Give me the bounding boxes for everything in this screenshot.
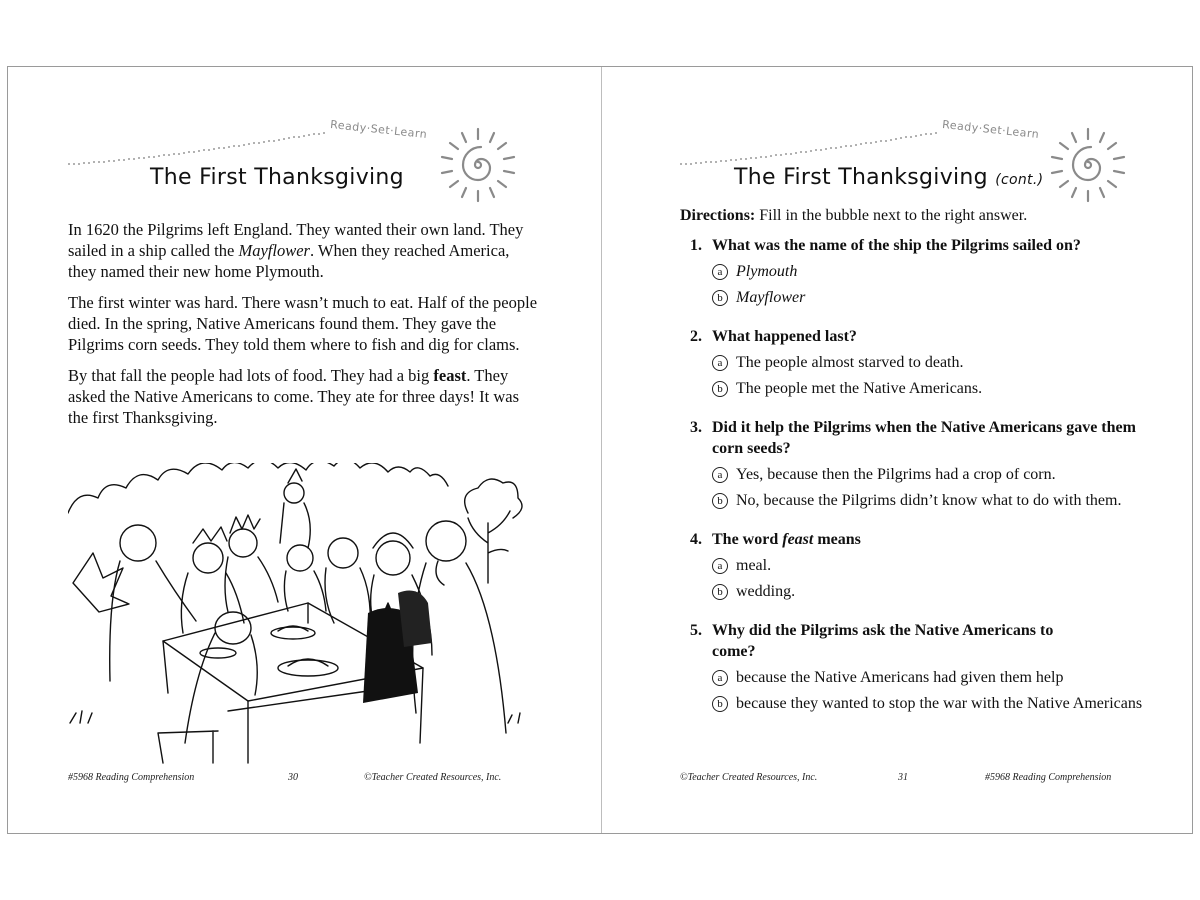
dot (850, 145, 852, 147)
dot (118, 159, 120, 161)
answer-choice[interactable]: b wedding. (712, 582, 1160, 602)
dot (705, 161, 707, 163)
dot (730, 159, 732, 161)
dot (795, 152, 797, 154)
dot (138, 157, 140, 159)
directions-label: Directions: (680, 207, 756, 224)
dot (213, 148, 215, 150)
dot (148, 156, 150, 158)
dot (885, 140, 887, 142)
dot (253, 142, 255, 144)
dot (870, 142, 872, 144)
dot (288, 137, 290, 139)
dot (258, 142, 260, 144)
dot (268, 140, 270, 142)
dot (865, 142, 867, 144)
dot (800, 151, 802, 153)
dot (223, 147, 225, 149)
answer-bubble[interactable]: b (712, 290, 728, 306)
thanksgiving-feast-illustration (68, 463, 528, 767)
answer-choice[interactable]: a meal. (712, 556, 1160, 576)
dot (228, 146, 230, 148)
dot (835, 147, 837, 149)
answer-choice[interactable]: b Mayflower (712, 288, 1160, 308)
question-text: Did it help the Pilgrims when the Native Americans gave them corn seeds? (712, 419, 1136, 457)
story-paragraph-3: By that fall the people had lots of food. They had a big feast. They asked the Native Americans to come. They ate for three days! It was the first Thanksgiving. (68, 366, 519, 427)
footer-page-number: 30 (288, 772, 298, 783)
footer-book-title: #5968 Reading Comprehension (985, 772, 1112, 783)
dot (845, 145, 847, 147)
dot (760, 156, 762, 158)
dot (248, 143, 250, 145)
dot (710, 161, 712, 163)
dot (750, 157, 752, 159)
dot (695, 162, 697, 164)
dot (715, 161, 717, 163)
dot (895, 138, 897, 140)
dot (725, 160, 727, 162)
answer-bubble[interactable]: a (712, 670, 728, 686)
sun-swirl-icon (438, 125, 518, 205)
dot (755, 157, 757, 159)
dot (805, 151, 807, 153)
dot (263, 141, 265, 143)
dot (233, 145, 235, 147)
answer-choice[interactable]: b No, because the Pilgrims didn’t know what to do with them. (712, 491, 1160, 511)
dot (875, 141, 877, 143)
ready-set-learn-tag: Ready·Set·Learn (329, 117, 428, 142)
dot (915, 135, 917, 137)
dot (103, 161, 105, 163)
dot (158, 155, 160, 157)
dot (83, 162, 85, 164)
book-spread (7, 66, 1193, 834)
page-title: The First Thanksgiving (cont.) (734, 165, 1044, 190)
answer-bubble[interactable]: a (712, 467, 728, 483)
dot (173, 153, 175, 155)
question-1: 1. What was the name of the ship the Pilgrims sailed on? a Plymouth b Mayflower (690, 235, 1160, 308)
dot (740, 158, 742, 160)
dot (745, 158, 747, 160)
answer-choice[interactable]: a The people almost starved to death. (712, 353, 1160, 373)
dot (775, 154, 777, 156)
story-paragraph-2: The first winter was hard. There wasn’t much to eat. Half of the people died. In the spring, Native Americans found them. They gave the Pilgrims corn seeds. They told them where to fish and dig for clams. (68, 293, 538, 354)
dot (108, 160, 110, 162)
dot (318, 133, 320, 135)
dot (810, 150, 812, 152)
answer-bubble[interactable]: a (712, 264, 728, 280)
dot (123, 159, 125, 161)
answer-choice[interactable]: b because they wanted to stop the war with the Native Americans (712, 694, 1160, 714)
dot (815, 149, 817, 151)
dot (313, 133, 315, 135)
dot (925, 133, 927, 135)
dot (855, 144, 857, 146)
directions (680, 207, 1027, 225)
dot (765, 156, 767, 158)
question-list (690, 235, 1160, 732)
dot (700, 162, 702, 164)
story-paragraph-1: In 1620 the Pilgrims left England. They wanted their own land. They sailed in a ship called the Mayflower. When they reached America, they named their new home Plymouth. (68, 220, 524, 281)
dot (113, 160, 115, 162)
question-4: 4. The word feast means a meal. b wedding. (690, 529, 1160, 602)
dot (198, 150, 200, 152)
dot (68, 163, 70, 165)
footer-publisher: ©Teacher Created Resources, Inc. (364, 772, 502, 783)
question-text: Why did the Pilgrims ask the Native Americans to come? (712, 622, 1054, 660)
dot (183, 152, 185, 154)
answer-choice[interactable]: a because the Native Americans had given them help (712, 668, 1160, 688)
page-title: The First Thanksgiving (150, 165, 404, 190)
dot (840, 146, 842, 148)
sun-swirl-icon (1048, 125, 1128, 205)
dot (93, 161, 95, 163)
question-2: 2. What happened last? a The people almost starved to death. b The people met the Native Americans. (690, 326, 1160, 399)
dot (935, 132, 937, 134)
dot (780, 154, 782, 156)
dot (278, 139, 280, 141)
question-5: 5. Why did the Pilgrims ask the Native Americans to come? a because the Native Americans had given them help b because they wanted to stop the war with the Native Americans (690, 620, 1160, 714)
dot (128, 158, 130, 160)
dot (143, 157, 145, 159)
answer-bubble[interactable]: b (712, 696, 728, 712)
dot (188, 151, 190, 153)
dot (178, 153, 180, 155)
dot (930, 133, 932, 135)
dot (820, 149, 822, 151)
dot (770, 155, 772, 157)
dot (308, 134, 310, 136)
story-text (68, 219, 538, 438)
answer-bubble[interactable]: b (712, 493, 728, 509)
question-text: The word feast means (712, 531, 861, 548)
dot (163, 154, 165, 156)
dot (323, 132, 325, 134)
dot (78, 163, 80, 165)
vocab-word: feast (433, 366, 467, 385)
dot (303, 135, 305, 137)
dot (273, 140, 275, 142)
question-text: What was the name of the ship the Pilgrims sailed on? (712, 237, 1081, 254)
dot (238, 145, 240, 147)
question-3: 3. Did it help the Pilgrims when the Native Americans gave them corn seeds? a Yes, because then the Pilgrims had a crop of corn. b No, because the Pilgrims didn’t know what to do with them. (690, 417, 1160, 511)
dot (890, 139, 892, 141)
footer-book-title: #5968 Reading Comprehension (68, 772, 195, 783)
question-text: What happened last? (712, 328, 857, 345)
dot (720, 160, 722, 162)
answer-choice[interactable]: b The people met the Native Americans. (712, 379, 1160, 399)
dot (88, 162, 90, 164)
right-page (602, 67, 1194, 833)
dot (283, 138, 285, 140)
dot (680, 163, 682, 165)
answer-bubble[interactable]: a (712, 558, 728, 574)
ready-set-learn-tag: Ready·Set·Learn (941, 117, 1040, 142)
dot (860, 143, 862, 145)
footer-page-number: 31 (898, 772, 908, 783)
dot (910, 136, 912, 138)
answer-choice[interactable]: a Yes, because then the Pilgrims had a crop of corn. (712, 465, 1160, 485)
title-suffix: (cont.) (995, 172, 1044, 188)
dot (735, 159, 737, 161)
dot (785, 153, 787, 155)
dot (153, 156, 155, 158)
dot (905, 136, 907, 138)
dot (208, 149, 210, 151)
footer-publisher: ©Teacher Created Resources, Inc. (680, 772, 818, 783)
dot (825, 148, 827, 150)
dot (293, 136, 295, 138)
answer-bubble[interactable]: b (712, 381, 728, 397)
dot (98, 161, 100, 163)
dot (920, 134, 922, 136)
dot (73, 163, 75, 165)
dot (243, 144, 245, 146)
dot (218, 147, 220, 149)
dot (690, 163, 692, 165)
dot (203, 149, 205, 151)
answer-bubble[interactable]: b (712, 584, 728, 600)
dot (790, 153, 792, 155)
dot (685, 163, 687, 165)
ship-name: Mayflower (238, 241, 310, 260)
dot (168, 154, 170, 156)
left-page (8, 67, 601, 833)
answer-bubble[interactable]: a (712, 355, 728, 371)
directions-text: Fill in the bubble next to the right answer. (759, 207, 1028, 224)
dot (133, 158, 135, 160)
dot (880, 140, 882, 142)
dot (193, 151, 195, 153)
dot (298, 136, 300, 138)
dot (900, 137, 902, 139)
answer-choice[interactable]: a Plymouth (712, 262, 1160, 282)
dot (830, 147, 832, 149)
